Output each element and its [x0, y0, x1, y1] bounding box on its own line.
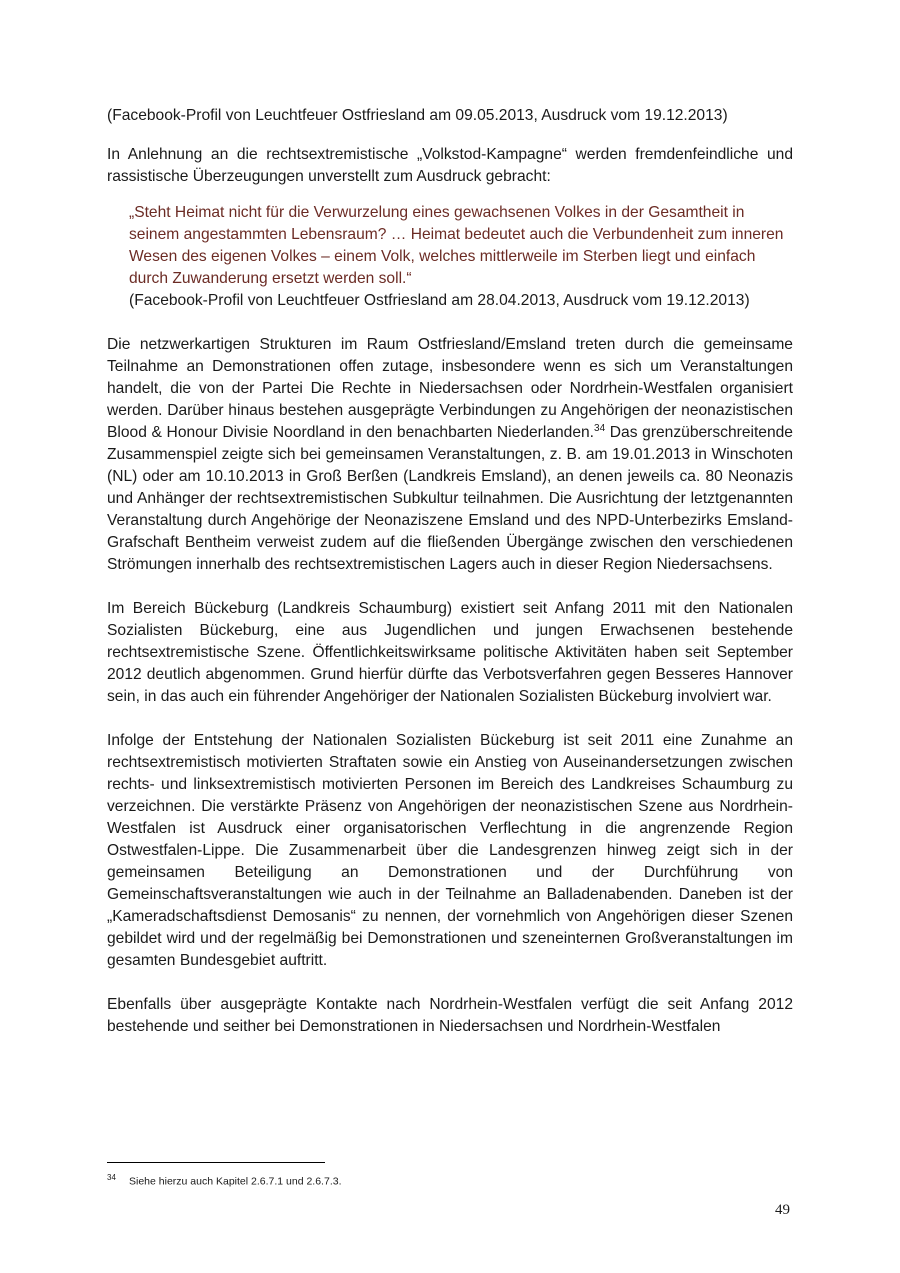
- page-body: [107, 105, 793, 1038]
- footnote-divider: [107, 1162, 325, 1163]
- paragraph-bueckeburg: Im Bereich Bückeburg (Landkreis Schaumburg) existiert seit Anfang 2011 mit den Nationalen Sozialisten Bückeburg, eine aus Jugendlichen und jungen Erwachsenen bestehende rechtsextremistische Szene. Öffentlichkeitswirksame politische Aktivitäten haben seit September 2012 deutlich abgenommen. Grund hierfür dürfte das Verbotsverfahren gegen Besseres Hannover sein, in das auch ein führender Angehöriger der Nationalen Sozialisten Bückeburg involviert war.: [107, 600, 793, 705]
- footnote-reference: 34: [594, 422, 606, 434]
- paragraph-contacts: Ebenfalls über ausgeprägte Kontakte nach Nordrhein-Westfalen verfügt die seit Anfang 2012 bestehende und seither bei Demonstrationen in Niedersachsen und Nordrhein-Westfalen: [107, 996, 793, 1035]
- source-citation-1: (Facebook-Profil von Leuchtfeuer Ostfriesland am 09.05.2013, Ausdruck vom 19.12.2013): [107, 107, 728, 124]
- paragraph-networks-part1: Die netzwerkartigen Strukturen im Raum Ostfriesland/Emsland treten durch die gemeinsame Teilnahme an Demonstrationen offen zutage, insbesondere wenn es sich um Veranstaltungen handelt, die von der Partei Die Rechte in Niedersachsen oder Nordrhein-Westfalen organisiert werden. Darüber hinaus bestehen ausgeprägte Verbindungen zu Angehörigen der neonazistischen Blood & Honour Divisie Noordland in den benachbarten Niederlanden.: [107, 336, 793, 441]
- footnote-text: Siehe hierzu auch Kapitel 2.6.7.1 und 2.6.7.3.: [129, 1175, 342, 1188]
- source-citation-2: (Facebook-Profil von Leuchtfeuer Ostfriesland am 28.04.2013, Ausdruck vom 19.12.2013): [129, 292, 750, 309]
- intro-paragraph: In Anlehnung an die rechtsextremistische „Volkstod-Kampagne“ werden fremdenfeindliche und rassistische Überzeugungen unverstellt zum Ausdruck gebracht:: [107, 146, 793, 185]
- paragraph-networks-part2: Das grenzüberschreitende Zusammenspiel zeigte sich bei gemeinsamen Veranstaltungen, z. B. am 19.01.2013 in Winschoten (NL) oder am 10.10.2013 in Groß Berßen (Landkreis Emsland), an denen jeweils ca. 80 Neonazis und Anhänger der rechtsextremistischen Subkultur teilnahmen. Die Ausrichtung der letztgenannten Veranstaltung durch Angehörige der Neonaziszene Emsland und des NPD-Unterbezirks Emsland-Grafschaft Bentheim verweist zudem auf die fließenden Übergänge zwischen den verschiedenen Strömungen innerhalb des rechtsextremistischen Lagers auch in dieser Region Niedersachsens.: [107, 424, 793, 573]
- footnote: [107, 1171, 342, 1189]
- blockquote: [129, 202, 793, 312]
- quote-text: „Steht Heimat nicht für die Verwurzelung eines gewachsenen Volkes in der Gesamtheit in seinem angestammten Lebensraum? … Heimat bedeutet auch die Verbundenheit zum inneren Wesen des eigenen Volkes – einem Volk, welches mittlerweile im Sterben liegt und einfach durch Zuwanderung ersetzt werden soll.“: [129, 204, 784, 287]
- paragraph-networks: [107, 334, 793, 576]
- page-number: 49: [775, 1202, 790, 1218]
- paragraph-schaumburg: Infolge der Entstehung der Nationalen Sozialisten Bückeburg ist seit 2011 eine Zunahme an rechtsextremistisch motivierten Straftaten sowie ein Anstieg von Auseinandersetzungen zwischen rechts- und linksextremistisch motivierten Personen im Bereich des Landkreises Schaumburg zu verzeichnen. Die verstärkte Präsenz von Angehörigen der neonazistischen Szene aus Nordrhein-Westfalen ist Ausdruck einer organisatorischen Verflechtung in die angrenzende Region Ostwestfalen-Lippe. Die Zusammenarbeit über die Landesgrenzen hinweg zeigt sich in der gemeinsamen Beteiligung an Demonstrationen und der Durchführung von Gemeinschaftsveranstaltungen wie auch in der Teilnahme an Balladenabenden. Daneben ist der „Kameradschaftsdienst Demosanis“ zu nennen, der vornehmlich von Angehörigen dieser Szenen gebildet wird und der regelmäßig bei Demonstrationen und szeneinternen Großveranstaltungen im gesamten Bundesgebiet auftritt.: [107, 732, 793, 969]
- footnote-number: 34: [107, 1173, 116, 1182]
